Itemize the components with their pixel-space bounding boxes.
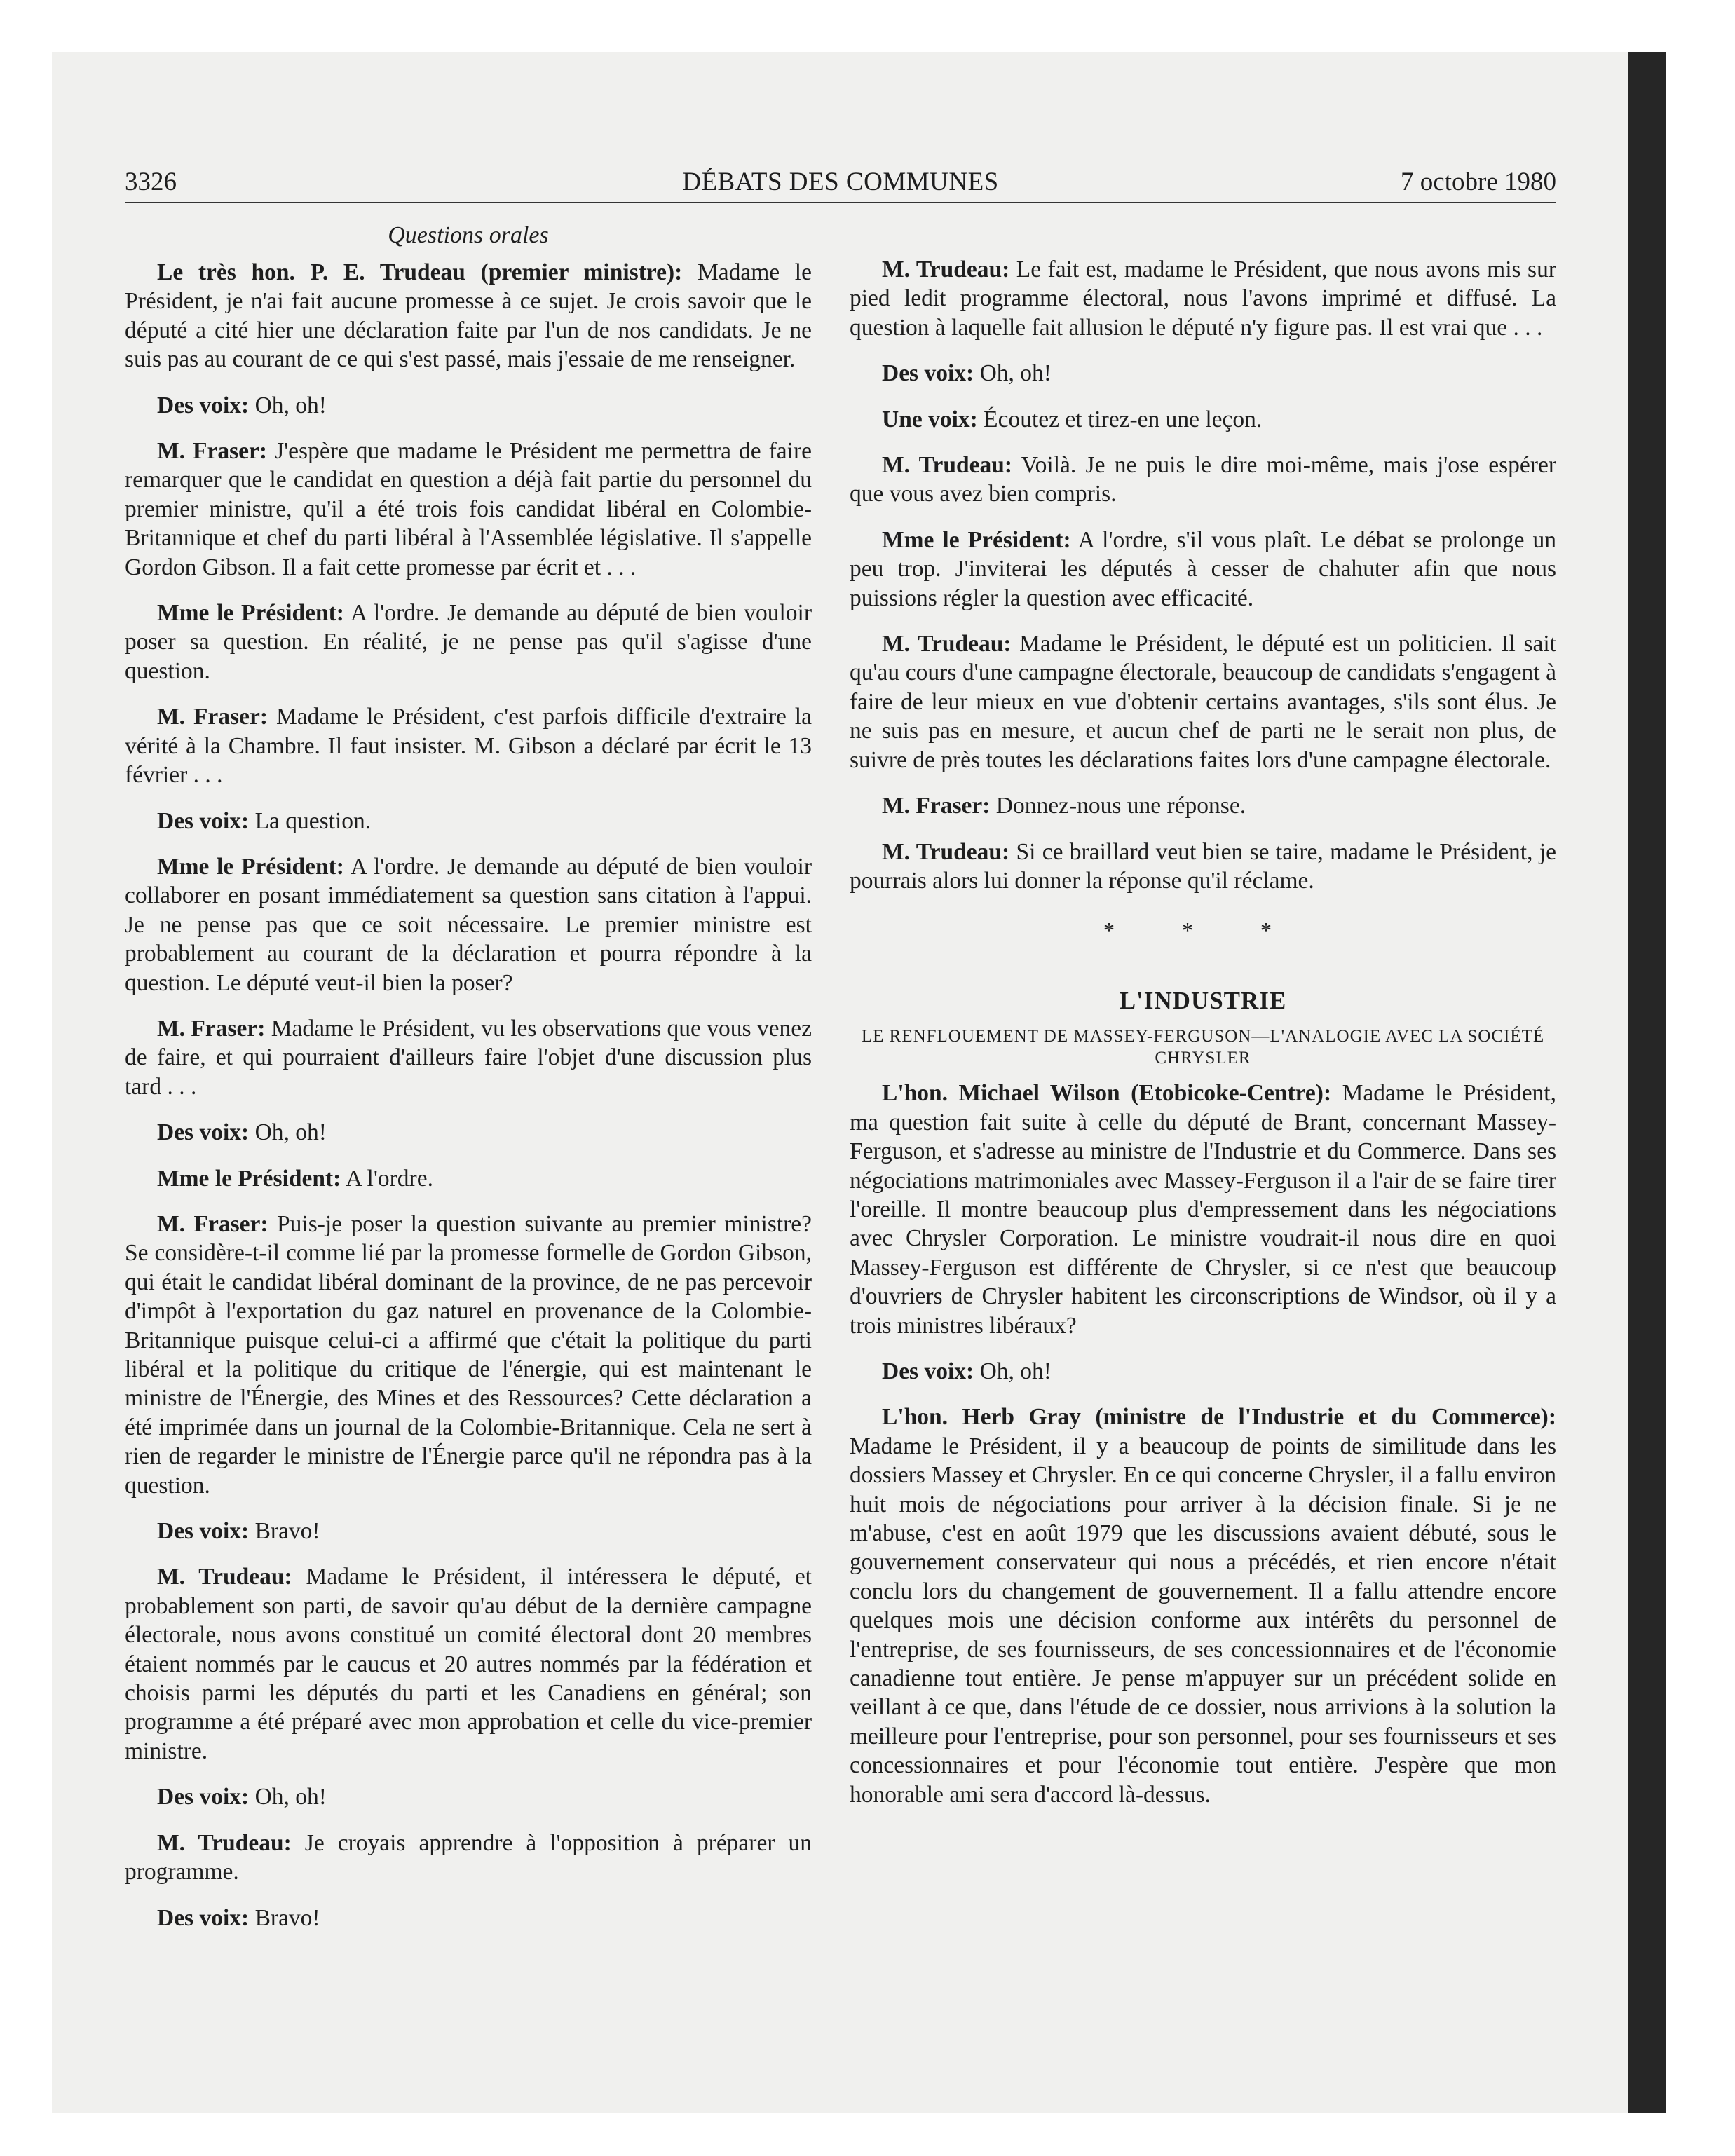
speech-text: A l'ordre. Je demande au député de bien vouloir collaborer en posant immédiatement sa question sans citation à l'appui. Je ne pense pas que ce soit nécessaire. Le premier ministre est probablement au courant de la déclaration et pourra répondre à la question. Le député veut-il bien la poser? bbox=[125, 853, 812, 996]
speech-text: Le fait est, madame le Président, que nous avons mis sur pied ledit programme électoral, nous l'avons imprimé et diffusé. La question à laquelle fait allusion le député n'y figure pas. Il est vrai que . . . bbox=[850, 257, 1556, 341]
page-date: 7 octobre 1980 bbox=[1401, 168, 1556, 196]
speech-text: Donnez-nous une réponse. bbox=[990, 793, 1246, 819]
speaker-name: Des voix: bbox=[157, 1119, 250, 1146]
subject-subheading: LE RENFLOUEMENT DE MASSEY-FERGUSON—L'ANALOGIE AVEC LA SOCIÉTÉ CHRYSLER bbox=[861, 1027, 1545, 1068]
speech-paragraph bbox=[125, 1782, 812, 1811]
speaker-name: Le très hon. P. E. Trudeau (premier ministre): bbox=[157, 259, 683, 285]
speech-text: J'espère que madame le Président me permettra de faire remarquer que le candidat en question a déjà fait partie du personnel du premier ministre, qu'il a été trois fois candidat libéral en Colombie-Britannique et chef du parti libéral à l'Assemblée législative. Il s'appelle Gordon Gibson. Il a fait cette promesse par écrit et . . . bbox=[125, 438, 812, 580]
speech-text: Bravo! bbox=[249, 1904, 320, 1931]
speech-paragraph bbox=[125, 1210, 812, 1500]
speaker-name: Des voix: bbox=[157, 1518, 250, 1545]
speaker-name: M. Trudeau: bbox=[157, 1564, 292, 1590]
speech-paragraph bbox=[125, 599, 812, 685]
speech-paragraph bbox=[850, 791, 1556, 820]
speaker-name: Mme le Président: bbox=[157, 853, 344, 880]
speech-paragraph bbox=[850, 838, 1556, 896]
speech-paragraph bbox=[850, 255, 1556, 342]
speaker-name: Mme le Président: bbox=[157, 600, 344, 627]
speech-paragraph bbox=[125, 1517, 812, 1546]
speech-text: Madame le Président, il intéressera le député, et probablement son parti, de savoir qu'au début de la dernière campagne électorale, nous avons constitué un comité électoral dont 20 membres étaient nommés par le caucus et 20 autres nommés par la fédération et choisis parmi les députés du parti et les Canadiens en général; son programme a été préparé avec mon approbation et celle du vice-premier ministre. bbox=[125, 1564, 812, 1764]
speaker-name: Des voix: bbox=[157, 1784, 250, 1810]
speech-paragraph bbox=[125, 1014, 812, 1101]
speaker-name: M. Fraser: bbox=[157, 1015, 266, 1042]
speaker-name: M. Fraser: bbox=[157, 438, 268, 465]
speech-text: Madame le Président, le député est un politicien. Il sait qu'au cours d'une campagne électorale, beaucoup de candidats s'engagent à faire de leur mieux en vue d'obtenir certains avantages, s'ils sont élus. Je ne suis pas en mesure, et aucun chef de parti ne le serait non plus, de suivre de près toutes les déclarations faites lors d'une campagne électorale. bbox=[850, 631, 1556, 773]
speaker-name: M. Fraser: bbox=[157, 704, 268, 730]
speaker-name: M. Fraser: bbox=[157, 1210, 268, 1237]
speech-paragraph bbox=[125, 807, 812, 835]
speech-text: Madame le Président, c'est parfois difficile d'extraire la vérité à la Chambre. Il faut insister. M. Gibson a déclaré par écrit le 13 février . . . bbox=[125, 704, 812, 789]
speech-text: Si ce braillard veut bien se taire, madame le Président, je pourrais alors lui donner la réponse qu'il réclame. bbox=[850, 838, 1556, 894]
speech-paragraph bbox=[850, 629, 1556, 775]
speech-paragraph bbox=[125, 1118, 812, 1147]
speech-paragraph bbox=[850, 451, 1556, 509]
speaker-name: Des voix: bbox=[157, 807, 250, 834]
page-title: DÉBATS DES COMMUNES bbox=[682, 168, 999, 196]
separator-stars: * * * bbox=[1103, 917, 1302, 943]
left-column bbox=[125, 221, 812, 1949]
speaker-name: L'hon. Michael Wilson (Etobicoke-Centre): bbox=[882, 1080, 1332, 1107]
speaker-name: M. Trudeau: bbox=[882, 631, 1012, 657]
speech-paragraph bbox=[125, 852, 812, 997]
speech-text: Bravo! bbox=[249, 1518, 320, 1545]
speech-paragraph bbox=[850, 359, 1556, 388]
speech-text: Voilà. Je ne puis le dire moi-même, mais j'ose espérer que vous avez bien compris. bbox=[850, 452, 1556, 507]
speech-paragraph bbox=[125, 702, 812, 789]
speech-text: Oh, oh! bbox=[249, 1784, 327, 1810]
speaker-name: Mme le Président: bbox=[157, 1165, 341, 1192]
speech-text: Puis-je poser la question suivante au premier ministre? Se considère-t-il comme lié par la promesse formelle de Gordon Gibson, qui était le candidat libéral dominant de la province, de ne pas percevoir d'impôt à l'exportation du gaz naturel en provenance de la Colombie-Britannique puisque celui-ci a affirmé que c'était la politique du parti libéral et la politique du critique de l'énergie, qui est maintenant le ministre de l'Énergie, des Mines et des Ressources? Cette déclaration a été imprimée dans un journal de la Colombie-Britannique. Cela ne sert à rien de regarder le ministre de l'Énergie parce qu'il ne répondra pas à la question. bbox=[125, 1210, 812, 1499]
speech-text: Oh, oh! bbox=[249, 1119, 327, 1146]
speaker-name: M. Fraser: bbox=[882, 793, 991, 819]
speaker-name: M. Trudeau: bbox=[882, 257, 1010, 282]
scan-edge-bar bbox=[1628, 52, 1666, 2113]
right-paragraphs-after bbox=[850, 1079, 1556, 1809]
right-column bbox=[850, 255, 1556, 1826]
speech-paragraph bbox=[125, 258, 812, 374]
right-paragraphs-before bbox=[850, 255, 1556, 895]
rubric-heading: L'INDUSTRIE bbox=[1119, 987, 1287, 1015]
speaker-name: Des voix: bbox=[882, 360, 974, 387]
speech-paragraph bbox=[850, 1403, 1556, 1809]
page-number: 3326 bbox=[125, 168, 177, 196]
speaker-name: M. Trudeau: bbox=[882, 838, 1010, 865]
speech-text: Écoutez et tirez-en une leçon. bbox=[977, 406, 1263, 432]
left-paragraphs bbox=[125, 258, 812, 1932]
speech-text: A l'ordre. bbox=[341, 1165, 433, 1192]
page-header bbox=[125, 165, 1556, 199]
speech-text: Oh, oh! bbox=[974, 360, 1052, 387]
speech-paragraph bbox=[850, 526, 1556, 613]
speech-text: A l'ordre, s'il vous plaît. Le débat se prolonge un peu trop. J'inviterai les députés à cesser de chahuter afin que nous puissions régler la question avec efficacité. bbox=[850, 526, 1556, 611]
speaker-name: Des voix: bbox=[882, 1358, 974, 1384]
speech-text: A l'ordre. Je demande au député de bien vouloir poser sa question. En réalité, je ne pense pas qu'il s'agisse d'une question. bbox=[125, 600, 812, 684]
speech-paragraph bbox=[125, 391, 812, 420]
speaker-name: M. Trudeau: bbox=[882, 452, 1013, 479]
speaker-name: Une voix: bbox=[882, 406, 978, 432]
speech-paragraph bbox=[850, 405, 1556, 434]
speaker-name: Mme le Président: bbox=[882, 526, 1071, 553]
speech-paragraph bbox=[125, 437, 812, 582]
speaker-name: M. Trudeau: bbox=[157, 1829, 292, 1856]
speech-text: Oh, oh! bbox=[249, 392, 327, 418]
section-title: Questions orales bbox=[388, 222, 549, 248]
speech-text: Madame le Président, je n'ai fait aucune promesse à ce sujet. Je crois savoir que le député a cité hier une déclaration faite par l'un de nos candidats. Je ne suis pas au courant de ce qui s'est passé, mais j'essaie de me renseigner. bbox=[125, 259, 812, 373]
speech-text: Madame le Président, vu les observations que vous venez de faire, et qui pourraient d'ailleurs faire l'objet d'une discussion plus tard . . . bbox=[125, 1015, 812, 1100]
speech-paragraph bbox=[125, 1829, 812, 1887]
speaker-name: Des voix: bbox=[157, 1904, 250, 1931]
speech-paragraph bbox=[850, 1357, 1556, 1386]
speaker-name: Des voix: bbox=[157, 392, 250, 418]
speech-text: Je croyais apprendre à l'opposition à préparer un programme. bbox=[125, 1829, 812, 1885]
speech-paragraph bbox=[125, 1904, 812, 1932]
speech-text: Madame le Président, ma question fait suite à celle du député de Brant, concernant Massey-Ferguson, et s'adresse au ministre de l'Industrie et du Commerce. Dans ses négociations matrimoniales avec Massey-Ferguson il a l'air de se faire tirer l'oreille. Il montre beaucoup plus d'empressement dans les négociations avec Chrysler Corporation. Le ministre voudrait-il nous dire en quoi Massey-Ferguson est différente de Chrysler, si ce n'est que beaucoup d'ouvriers de Chrysler habitent les circonscriptions de Windsor, où il y a trois ministres libéraux? bbox=[850, 1080, 1556, 1339]
speech-text: Madame le Président, il y a beaucoup de points de similitude dans les dossiers Massey et Chrysler. En ce qui concerne Chrysler, il a fallu environ huit mois de négociations pour arriver à la décision finale. Si je ne m'abuse, c'est en août 1979 que les discussions avaient débuté, sous le gouvernement conservateur qui nous a précédés, et rien encore n'était conclu lors du changement de gouvernement. Il a fallu attendre encore quelques mois une décision conforme aux intérêts du personnel de l'entreprise, de ses fournisseurs, de ses concessionnaires et de l'économie canadienne tout entière. Je pense m'appuyer sur un précédent solide en veillant à ce que, dans l'étude de ce dossier, nous arrivions à la solution la meilleure pour l'entreprise, pour son personnel, pour ses fournisseurs et ses concessionnaires et pour l'économie tout entière. J'espère que mon honorable ami sera d'accord là-dessus. bbox=[850, 1433, 1556, 1808]
speech-text: Oh, oh! bbox=[974, 1358, 1052, 1384]
speech-paragraph bbox=[125, 1562, 812, 1766]
speaker-name: L'hon. Herb Gray (ministre de l'Industrie et du Commerce): bbox=[882, 1404, 1556, 1431]
header-rule bbox=[125, 202, 1556, 203]
speech-text: La question. bbox=[249, 807, 372, 834]
speech-paragraph bbox=[125, 1164, 812, 1193]
speech-paragraph bbox=[850, 1079, 1556, 1340]
